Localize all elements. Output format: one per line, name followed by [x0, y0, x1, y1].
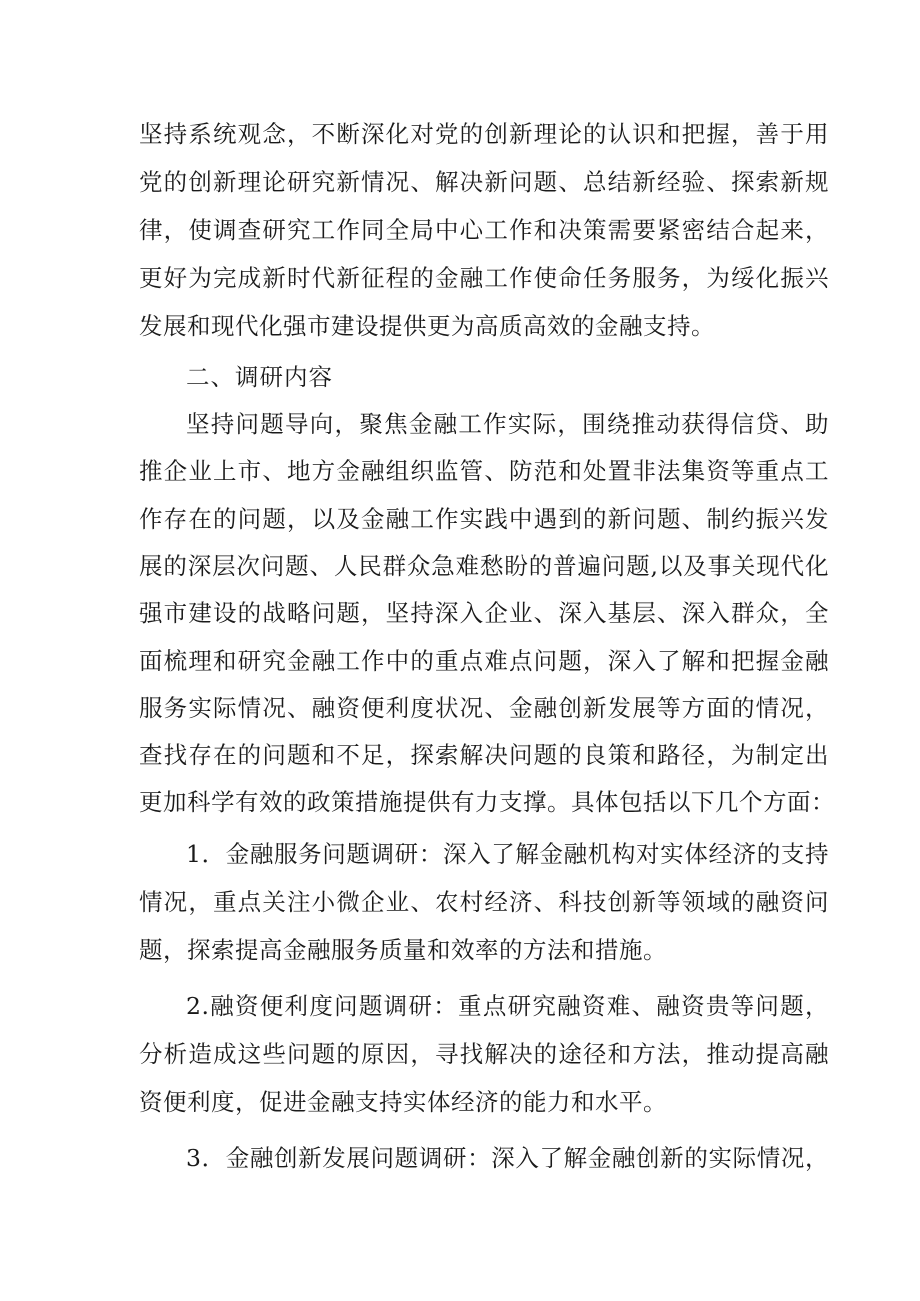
text-line: 2.融资便利度问题调研：重点研究融资难、融资贵等问题，	[186, 992, 829, 1020]
text-line: 展的深层次问题、人民群众急难愁盼的普遍问题,以及事关现代化	[139, 552, 829, 580]
text-line: 发展和现代化强市建设提供更为高质高效的金融支持。	[139, 312, 715, 340]
section-heading: 二、调研内容	[186, 363, 333, 391]
text-line: 坚持系统观念，不断深化对党的创新理论的认识和把握，善于用	[139, 120, 829, 148]
text-line: 强市建设的战略问题，坚持深入企业、深入基层、深入群众，全	[139, 599, 829, 627]
text-line: 坚持问题导向，聚焦金融工作实际，围绕推动获得信贷、助	[186, 410, 829, 438]
text-line: 律，使调查研究工作同全局中心工作和决策需要紧密结合起来，	[139, 216, 829, 244]
text-line: 推企业上市、地方金融组织监管、防范和处置非法集资等重点工	[139, 457, 829, 485]
text-line: 1．金融服务问题调研：深入了解金融机构对实体经济的支持	[186, 840, 829, 868]
text-line: 作存在的问题，以及金融工作实践中遇到的新问题、制约振兴发	[139, 505, 829, 533]
text-line: 资便利度，促进金融支持实体经济的能力和水平。	[139, 1088, 667, 1116]
text-line: 3．金融创新发展问题调研：深入了解金融创新的实际情况，	[186, 1144, 829, 1172]
text-line: 党的创新理论研究新情况、解决新问题、总结新经验、探索新规	[139, 168, 829, 196]
text-line: 服务实际情况、融资便利度状况、金融创新发展等方面的情况，	[139, 694, 829, 722]
text-line: 情况，重点关注小微企业、农村经济、科技创新等领域的融资问	[139, 888, 829, 916]
text-line: 更加科学有效的政策措施提供有力支撑。具体包括以下几个方面：	[139, 788, 835, 816]
text-line: 查找存在的问题和不足，探索解决问题的良策和路径，为制定出	[139, 741, 829, 769]
text-line: 题，探索提高金融服务质量和效率的方法和措施。	[139, 936, 667, 964]
text-line: 更好为完成新时代新征程的金融工作使命任务服务，为绥化振兴	[139, 264, 829, 292]
text-line: 面梳理和研究金融工作中的重点难点问题，深入了解和把握金融	[139, 647, 829, 675]
text-line: 分析造成这些问题的原因，寻找解决的途径和方法，推动提高融	[139, 1040, 829, 1068]
